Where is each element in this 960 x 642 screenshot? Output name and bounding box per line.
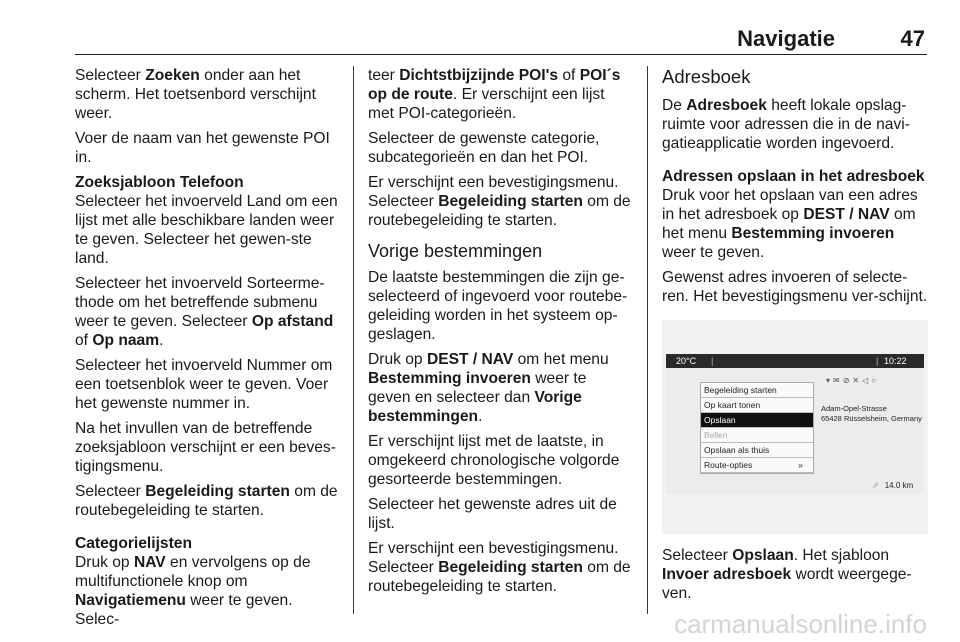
paragraph: Selecteer Opslaan. Het sjabloon Invoer adresboek wordt weergege-ven. [662, 547, 912, 602]
page-header [75, 0, 927, 55]
audio-icon: ◁ [862, 376, 872, 385]
paragraph: Voer de naam van het gewenste POI in. [75, 130, 330, 166]
section-heading: Adressen opslaan in het adresboek [662, 168, 925, 185]
paragraph: Selecteer het gewenste adres uit de lijst. [368, 496, 617, 532]
paragraph: Er verschijnt lijst met de laatste, in omgekeerd chronologische volgorde gesorteerde bestemmingen. [368, 433, 620, 488]
power-icon: ○ [871, 376, 880, 385]
message-icon: ✉ [833, 376, 843, 385]
distance-readout: ⇗ 14.0 km [872, 481, 914, 490]
menu-item-route-opties[interactable]: Route-opties » [701, 458, 813, 473]
screen-display [666, 354, 924, 494]
paragraph: Er verschijnt een bevestigingsmenu. Selecteer Begeleiding starten om de routebegeleiding te starten. [368, 540, 631, 595]
column-divider [353, 66, 354, 614]
route-icon: ⇗ [872, 481, 879, 490]
paragraph: Selecteer Zoeken onder aan het scherm. Het toetsenbord verschijnt weer. [75, 67, 316, 122]
paragraph: Druk voor het opslaan van een adres in het adresboek op DEST / NAV om het menu Bestemming invoeren weer te geven. [662, 187, 918, 261]
column-left [75, 66, 340, 635]
menu-item-op-kaart-tonen[interactable]: Op kaart tonen [701, 398, 813, 413]
paragraph: De laatste bestemmingen die zijn ge-selecteerd of ingevoerd voor routebe-geleiding worden in het systeem op-geslagen. [368, 269, 628, 343]
section-heading: Adresboek [662, 66, 751, 87]
section-heading: Zoeksjabloon Telefoon [75, 174, 244, 191]
page-title: Navigatie [737, 26, 835, 51]
paragraph: Selecteer het invoerveld Nummer om een toetsenblok weer te geven. Voer het gewenste nummer in. [75, 357, 333, 412]
status-icons [826, 371, 879, 390]
menu-item-opslaan-als-thuis[interactable]: Opslaan als thuis [701, 443, 813, 458]
infotainment-screenshot [662, 320, 928, 534]
temperature-readout: 20°C [676, 356, 697, 366]
signal-icon: ▾ [826, 376, 834, 385]
paragraph: Selecteer het invoerveld Sorteerme-thode om het betreffende submenu weer te geven. Selecteer Op afstand of Op naam. [75, 275, 334, 349]
column-right [662, 66, 930, 609]
menu-item-bellen[interactable]: Bellen [701, 428, 813, 443]
destination-address: Adam-Opel-Strasse 65428 Rüsselsheim, Germany [821, 404, 922, 423]
paragraph: teer Dichtstbijzijnde POI's of POI´s op de route. Er verschijnt een lijst met POI-categorieën. [368, 67, 621, 122]
paragraph: Er verschijnt een bevestigingsmenu. Selecteer Begeleiding starten om de routebegeleiding te starten. [368, 174, 631, 229]
clock-readout: 10:22 [884, 356, 907, 366]
section-heading: Categorielijsten [75, 535, 192, 552]
paragraph: De Adresboek heeft lokale opslag-ruimte voor adressen die in de navi-gatieapplicatie worden ingevoerd. [662, 97, 910, 152]
confirmation-menu [700, 382, 814, 474]
paragraph: Selecteer het invoerveld Land om een lijst met alle beschikbare landen weer te geven. Selecteer het gewen-ste land. [75, 193, 338, 267]
page-number: 47 [900, 26, 925, 51]
column-divider [647, 66, 648, 614]
paragraph: Druk op DEST / NAV om het menu Bestemming invoeren weer te geven en selecteer dan Vorige bestemmingen. [368, 351, 609, 425]
paragraph: Selecteer Begeleiding starten om de routebegeleiding te starten. [75, 483, 338, 519]
status-bar: 20°C | | 10:22 [666, 354, 924, 368]
settings-icon: ✕ [852, 376, 863, 385]
paragraph: Druk op NAV en vervolgens op de multifunctionele knop om Navigatiemenu weer te geven. Selec- [75, 554, 311, 628]
menu-item-begeleiding-starten[interactable]: Begeleiding starten [701, 383, 813, 398]
paragraph: Selecteer de gewenste categorie, subcategorieën en dan het POI. [368, 130, 600, 166]
paragraph: Na het invullen van de betreffende zoeksjabloon verschijnt er een beves-tigingsmenu. [75, 420, 336, 475]
paragraph: Gewenst adres invoeren of selecte-ren. Het bevestigingsmenu ver-schijnt. [662, 269, 928, 305]
column-middle [368, 66, 633, 602]
menu-item-opslaan[interactable]: Opslaan [701, 413, 813, 428]
mute-icon: ⊘ [842, 376, 853, 385]
submenu-arrow-icon: » [798, 460, 803, 470]
section-heading: Vorige bestemmingen [368, 241, 543, 261]
watermark: carmanualsonline.info [674, 609, 927, 639]
